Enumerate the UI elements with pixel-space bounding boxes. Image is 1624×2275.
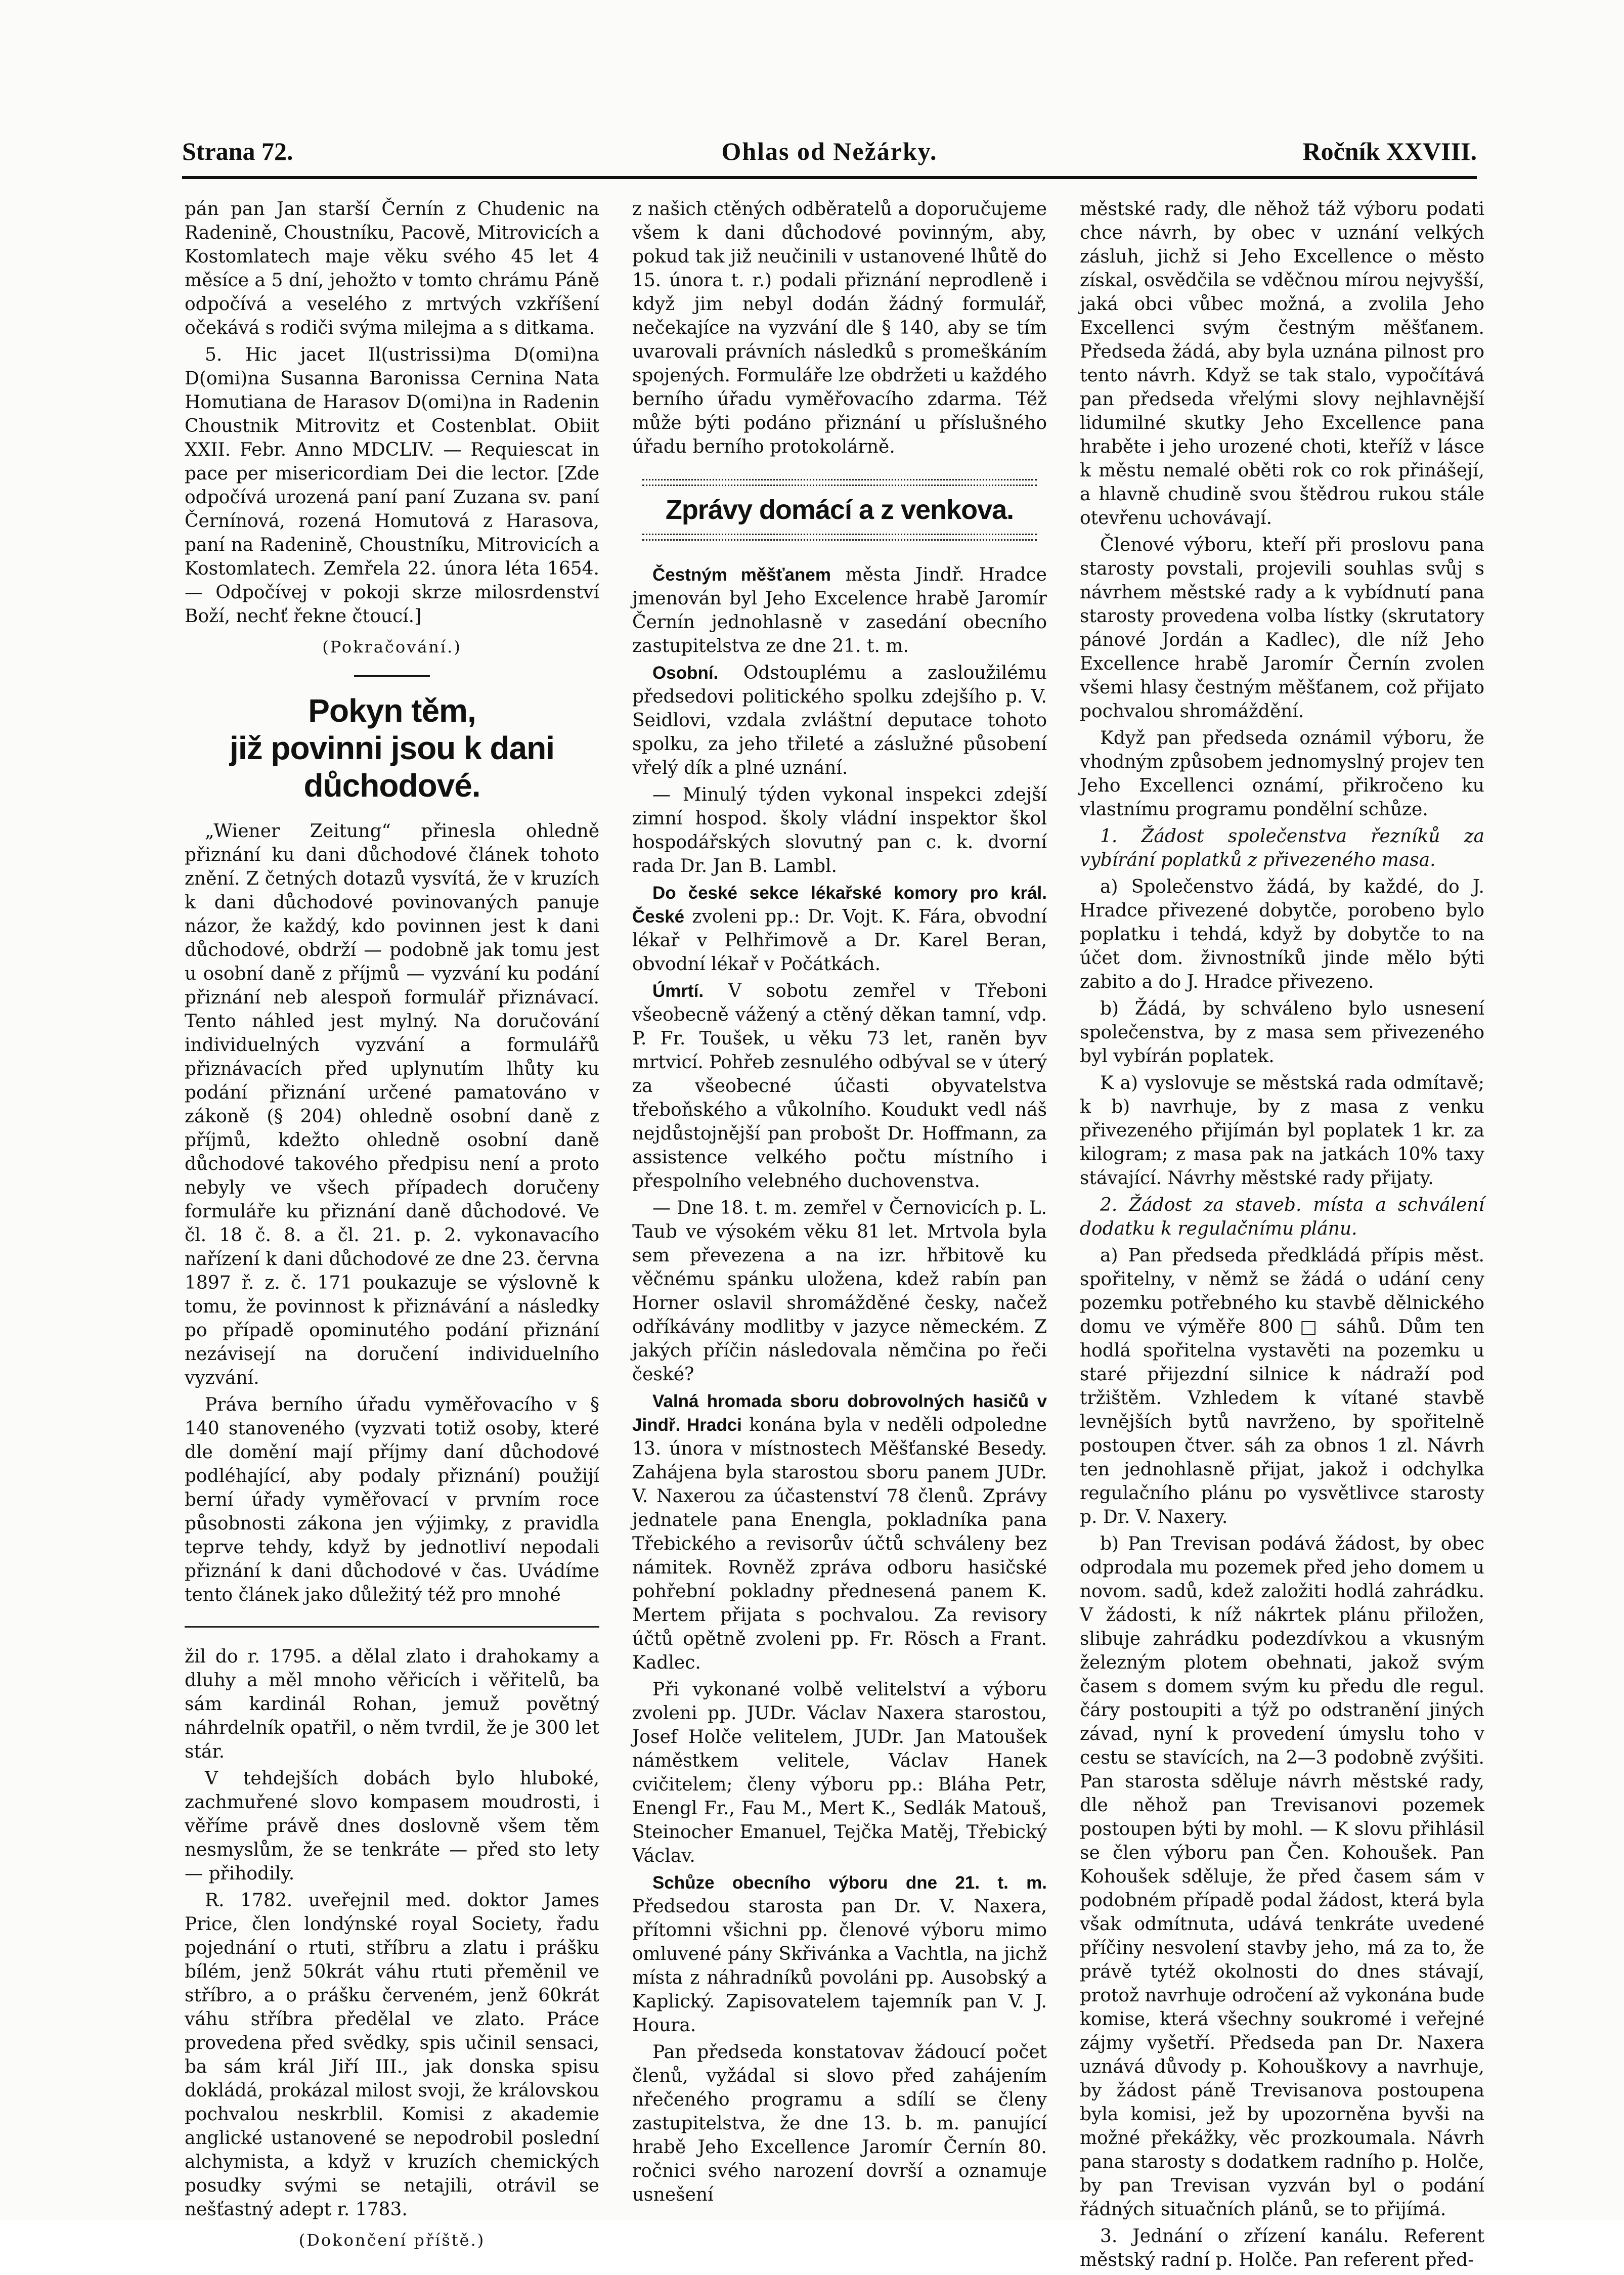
paragraph: Když pan předseda oznámil výboru, že vhodným způsobem jednomyslný projev ten Jeho Excellenci oznámí, přikročeno ku vlastnímu programu pondělní schůze. xyxy=(1080,728,1484,820)
news-item: — Minulý týden vykonal inspekci zdejší zimní hospod. školy vládní inspektor škol hospodářských slovutný pan c. k. dvorní rada Dr. Jan B. Lambl. xyxy=(632,784,1047,877)
paragraph: pán pan Jan starší Černín z Chudenic na Radenině, Choustníku, Pacově, Mitrovicích a Kostomlatech maje věku svého 45 let 4 měsíce a 5 dní, jehožto v tomto chrámu Páně odpočívá a veselého z mrtvých vzkříšení očekává s rodiči svýma milejma a s ditkama. xyxy=(185,199,599,338)
article-title xyxy=(185,692,599,804)
continued-note: (Pokračování.) xyxy=(322,637,462,657)
paragraph: a) Společenstvo žádá, by každé, do J. Hradce přivezené dobytče, porobeno bylo poplatku i tehdá, když by dobytče to na účet dom. živnostníků jinde mělo býti zabito a do J. Hradce přivezeno. xyxy=(1080,877,1484,992)
news-item xyxy=(632,979,1047,1193)
paragraph: městské rady, dle něhož táž výboru podati chce návrh, by obec v uznání velkých zásluh, jichž si Jeho Excellence o město získal, osvědčila se vděčnou mírou nejvyšší, jaká obci vůbec možná, a zvolila Jeho Excellenci svým čestným měšťanem. Předseda žádá, aby byla uznána pilnost pro tento návrh. Když se tak stalo, vypočítává pan předseda vřelými slovy nejhlavnější lidumilné skutky Jeho Excellence pana hraběte i jeho urozené choti, kteříž v lásce k městu nemalé oběti rok co rok přinášejí, a hlavně chudině svou štědrou rukou stále otevřenu uchovávají. xyxy=(1080,199,1484,529)
ornament-border xyxy=(642,479,1037,486)
article-title-line: Pokyn těm, xyxy=(308,692,476,729)
news-body: města Jindř. Hradce jmenován byl Jeho Excelence hrabě Jaromír Černín jednohlasně v zasedání obecního zastupitelstva ze dne 21. t. m. xyxy=(632,564,1047,657)
agenda-item-heading: 2. Žádost za staveb. místa a schválení dodatku k regulačnímu plánu. xyxy=(1080,1195,1484,1239)
agenda-item-heading: 1. Žádost společenstva řezníků za vybírání poplatků z přivezeného masa. xyxy=(1080,826,1484,870)
header-rule xyxy=(182,176,1477,179)
page-header xyxy=(182,137,1477,172)
paragraph: K a) vyslovuje se městská rada odmítavě; k b) navrhuje, by z masa z venku přivezeného přijímán byl poplatek 1 kr. za kilogram; z masa pak na jatkách 10% taxy stávající. Návrhy městské rady přijaty. xyxy=(1080,1073,1484,1189)
paragraph: „Wiener Zeitung“ přinesla ohledně přiznání ku dani důchodové článek tohoto znění. Z četných dotazů vysvítá, že v kruzích k dani důchodové povinovaných panuje názor, že každý, kdo povinnen jest k dani důchodové, obdrží — podobně jak tomu jest u osobní daně z příjmů — vyzvání ku podání přiznání neb alespoň formulář přiznávací. Tento náhled jest mylný. Na doručování individuelných vyzvání a formulářů přiznávacích před uplynutím lhůty ku podání přiznání určené pamatováno v zákoně (§ 204) ohledně osobní daně z příjmů, kdežto ohledně osobní daně důchodové takového předpisu není a proto nebyly ve všech případech doručeny formuláře ku přiznání daně důchodové. Ve čl. 18 č. 8. a čl. 21. p. 2. vykonavacího nařízení k dani důchodové ze dne 23. června 1897 ř. z. č. 171 poukazuje se výslovně k tomu, že povinnost k přiznávání a následky po případě opominutého podání přiznání nezávisejí na doručení individuelního vyzvání. xyxy=(185,821,599,1388)
paragraph: b) Pan Trevisan podává žádost, by obec odprodala mu pozemek před jeho domem u novom. sadů, kdež založiti hodlá zahrádku. V žádosti, k níž nákrtek plánu přiložen, slibuje zahrádku podezdívkou a vkusným železným plotem obehnati, jakož svým časem s domem svým ku předu dle regul. čáry postoupiti a týž po odstranění jiných závad, nyní k provedení úmyslu toho v cestu se stavících, na 2—3 podobně zvýšiti. Pan starosta sděluje návrh městské rady, dle něhož pan Trevisanovi pozemek postoupen býti by mohl. — K slovu přihlásil se člen výboru pan Čen. Kohoušek. Pan Kohoušek sděluje, že před časem sám v podobném případě podal žádost, která byla však odmítnuta, udává tenkráte uvedené příčiny nesvolení stavby jeho, má za to, že právě tytéž okolnosti do dnes stávají, protož navrhuje odročení až vykonána bude komise, která všechny soukromé i veřejné zájmy vyšetří. Předseda pan Dr. Naxera uznává důvody p. Kohouškovy a navrhuje, by žádost páně Trevisanova postoupena byla komisi, jež by upozorněna byvši na možné překážky, věc prozkoumala. Návrh pana starosty s dodatkem radního p. Holče, by pan Trevisan vyzván byl o podání řádných situačních plánů, se to přijímá. xyxy=(1080,1534,1484,2220)
news-body: Odstouplému a zasloužilému předsedovi politického spolku zdejšího p. V. Seidlovi, vzdala zvláštní deputace tohoto spolku, za jeho třileté a záslužné působení vřelý dík a plné uznání. xyxy=(632,663,1047,778)
news-body: V sobotu zemřel v Třeboni všeobecně vážený a ctěný děkan tamní, vdp. P. Fr. Toušek, u věku 73 let, raněn byv mrtvicí. Pohřeb zesnulého odbýval se v úterý za všeobecné účasti obyvatelstva třeboňského a vůkolního. Koudukt vedl náš nejdůstojnější pan probošt Dr. Hoffmann, za assistence velkého počtu místního i přespolního velebného duchovenstva. xyxy=(632,981,1047,1192)
news-heading: Osobní. xyxy=(652,663,719,683)
news-item: Pan předseda konstatovav žádoucí počet členů, vyžádal si slovo před zahájením nřečeného programu a sdílí se členy zastupitelstva, že dne 13. b. m. panující hrabě Jeho Excellence Jaromír Černín 80. ročnici svého narození dovrší a oznamuje usnešení xyxy=(632,2042,1047,2205)
divider xyxy=(354,675,430,677)
news-item xyxy=(632,881,1047,976)
news-heading: Valná hromada sboru dobrovolných hasičů v Jindř. Hradci xyxy=(632,1391,1047,1435)
journal-title: Ohlas od Nežárky. xyxy=(721,137,938,165)
volume-label: Ročník XXVIII. xyxy=(1302,137,1477,165)
news-item xyxy=(632,563,1047,658)
news-heading: Do české sekce lékařské komory pro král. České xyxy=(632,883,1047,927)
paragraph: Práva berního úřadu vyměřovacího v § 140 stanoveného (vyzvati totiž osoby, které dle domění mají příjmy daní důchodové podléhající, aby podaly přiznání) použijí berní úřady vyměřovací v prvním roce působnosti zákona jen výjimky, z pravidla teprve tehdy, když by jednotliví nepodali přiznání k dani důchodové v čas. Uvádíme tento článek jako důležitý též pro mnohé xyxy=(185,1394,599,1605)
news-item: Při vykonané volbě velitelství a výboru zvoleni pp. JUDr. Václav Naxera starostou, Josef Holče velitelem, JUDr. Jan Matoušek náměstkem velitele, Václav Hanek cvičitelem; členy výboru pp.: Bláha Petr, Enengl Fr., Fau M., Mert K., Sedlák Matouš, Steinocher Emanuel, Tejčka Matěj, Třebický Václav. xyxy=(632,1679,1047,1866)
paragraph: žil do r. 1795. a dělal zlato i drahokamy a dluhy a měl mnoho věřicích i věřitelů, ba sám kardinál Rohan, jemuž povětný náhrdelník opatřil, o něm tvrdil, že je 300 let stár. xyxy=(185,1646,599,1762)
section-banner xyxy=(632,479,1047,545)
news-heading: Schůze obecního výboru dne 21. t. m. xyxy=(652,1873,1047,1893)
news-heading: Úmrtí. xyxy=(652,981,704,1001)
column-1 xyxy=(185,197,599,2259)
paragraph: a) Pan předseda předkládá přípis měst. spořitelny, v němž se žádá o udání ceny pozemku potřebného ku stavbě dělnického domu ve výměře 800□ sáhů. Dům ten hodlá spořitelna vystavěti na pozemku u staré přijezdní silnice k nádraží pod tržištěm. Vzhledem k vítané stavbě levnějších bytů navrženo, by spořitelně postoupen čtver. sáh za obnos 1 zl. Návrh ten jednohlasně přijat, jakož i odchylka regulačního plánu po vysvětlivce starosty p. Dr. V. Naxery. xyxy=(1080,1245,1484,1527)
column-3 xyxy=(1080,197,1484,2275)
paragraph: z našich ctěných odběratelů a doporučujeme všem k dani důchodové povinným, aby, pokud tak již neučinili v ustanovené lhůtě do 15. února t. r.) podali přiznání neprodleně i když jim nebyl dodán žádný formulář, nečekajíce na vyzvání dle § 140, aby se tím uvarovali právních následků s promeškáním spojených. Formuláře lze obdržeti u každého berního úřadu vyměřovacího zdarma. Též může býti podáno přiznání u příslušného úřadu berního protokolárně. xyxy=(632,199,1047,457)
paragraph: V tehdejších dobách bylo hluboké, zachmuřené slovo kompasem moudrosti, i věříme právě dnes doslovně všem těm nesmyslům, že se tenkráte — před sto lety — přihodily. xyxy=(185,1768,599,1884)
article-title-line: již povinni jsou k dani důchodové. xyxy=(230,730,554,804)
end-note: (Dokončení příště.) xyxy=(298,2230,486,2250)
news-item xyxy=(632,661,1047,780)
news-body: zvoleni pp.: Dr. Vojt. K. Fára, obvodní lékař v Pelhřimově a Dr. Karel Beran, obvodní lékař v Počátkách. xyxy=(632,906,1047,975)
news-heading: Čestným měšťanem xyxy=(652,565,831,585)
news-item xyxy=(632,1389,1047,1675)
paragraph: b) Žádá, by schváleno bylo usnesení společenstva, by z masa sem přivezeného byl vybírán poplatek. xyxy=(1080,998,1484,1067)
news-body: konána byla v neděli odpoledne 13. února v místnostech Měšťanské Besedy. Zahájena byla starostou sboru panem JUDr. V. Naxerou za účastenství 78 členů. Zprávy jednatele pana Enengla, pokladníka pana Třebického a revisorův účtů schváleny bez námitek. Rovněž zpráva odboru hasičské pohřební pokladny přednesená panem K. Mertem přijata s pochvalou. Za revisory účtů opětně zvoleni pp. Fr. Rösch a Frant. Kadlec. xyxy=(632,1415,1047,1673)
paragraph: 3. Jednání o zřízení kanálu. Referent městský radní p. Holče. Pan referent před- xyxy=(1080,2226,1484,2270)
news-item xyxy=(632,1871,1047,2037)
paragraph: R. 1782. uveřejnil med. doktor James Price, člen londýnské royal Society, řadu pojednání o rtuti, stříbru a zlatu i prášku bílém, jenž 50krát váhu rtuti přeměnil ve stříbro, a o prášku červeném, jenž 60krát váhu stříbra předělal ve zlato. Práce provedena před svědky, spis učinil sensaci, ba sám král Jiří III., jak donska spisu dokládá, prokázal milost svoji, že královskou pochvalou neskrblil. Komisi z akademie anglické ustanovené se nepodrobil poslední alchymista, a když v kruzích chemických posudky svými se netajili, otrávil se nešťastný adept r. 1783. xyxy=(185,1890,599,2220)
paragraph: Členové výboru, kteří při proslovu pana starosty povstali, projevili souhlas svůj s návrhem městské rady a k vybídnutí pana starosty provedena volba lístky (skrutatory pánové Jordán a Kadlec), dle níž Jeho Excellence hrabě Jaromír Černín zvolen všemi hlasy čestným měšťanem, což přijato pochvalou shromáždění. xyxy=(1080,535,1484,722)
paragraph: 5. Hic jacet Il(ustrissi)ma D(omi)na D(omi)na Susanna Baronissa Cernina Nata Homutiana de Harasov D(omi)na in Radenin Choustnik Mitrovitz et Costenblat. Obiit XXII. Febr. Anno MDCLIV. — Requiescat in pace per misericordiam Dei die lector. [Zde odpočívá urozená paní paní Zuzana sv. paní Černínová, rozená Homutová z Harasova, paní na Radenině, Choustníku, Mitrovicích a Kostomlatech. Zemřela 22. února léta 1654. — Odpočívej v pokoji skrze milosrdenství Boží, nechť řekne čtoucí.] xyxy=(185,344,599,627)
section-title: Zprávy domácí a z venkova. xyxy=(665,495,1014,525)
divider xyxy=(185,1626,599,1628)
ornament-border xyxy=(642,534,1037,541)
page-number: Strana 72. xyxy=(182,137,293,165)
news-item: — Dne 18. t. m. zemřel v Černovicích p. L. Taub ve výsokém věku 81 let. Mrtvola byla sem převezena a na izr. hřbitově ku věčnému spánku uložena, kdež rabín pan Horner oslavil shromážděné česky, načež odříkávány modlitby v jazyce německém. Z jakých příčin následovala němčina po řeči české? xyxy=(632,1198,1047,1385)
column-2 xyxy=(632,197,1047,2210)
news-body: Předsedou starosta pan Dr. V. Naxera, přítomni všichni pp. členové výboru mimo omluvené pány Skřivánka a Vachtla, na jichž místa z náhradníků povoláni pp. Ausobský a Kaplický. Zapisovatelem tajemník pan V. J. Houra. xyxy=(632,1896,1047,2036)
